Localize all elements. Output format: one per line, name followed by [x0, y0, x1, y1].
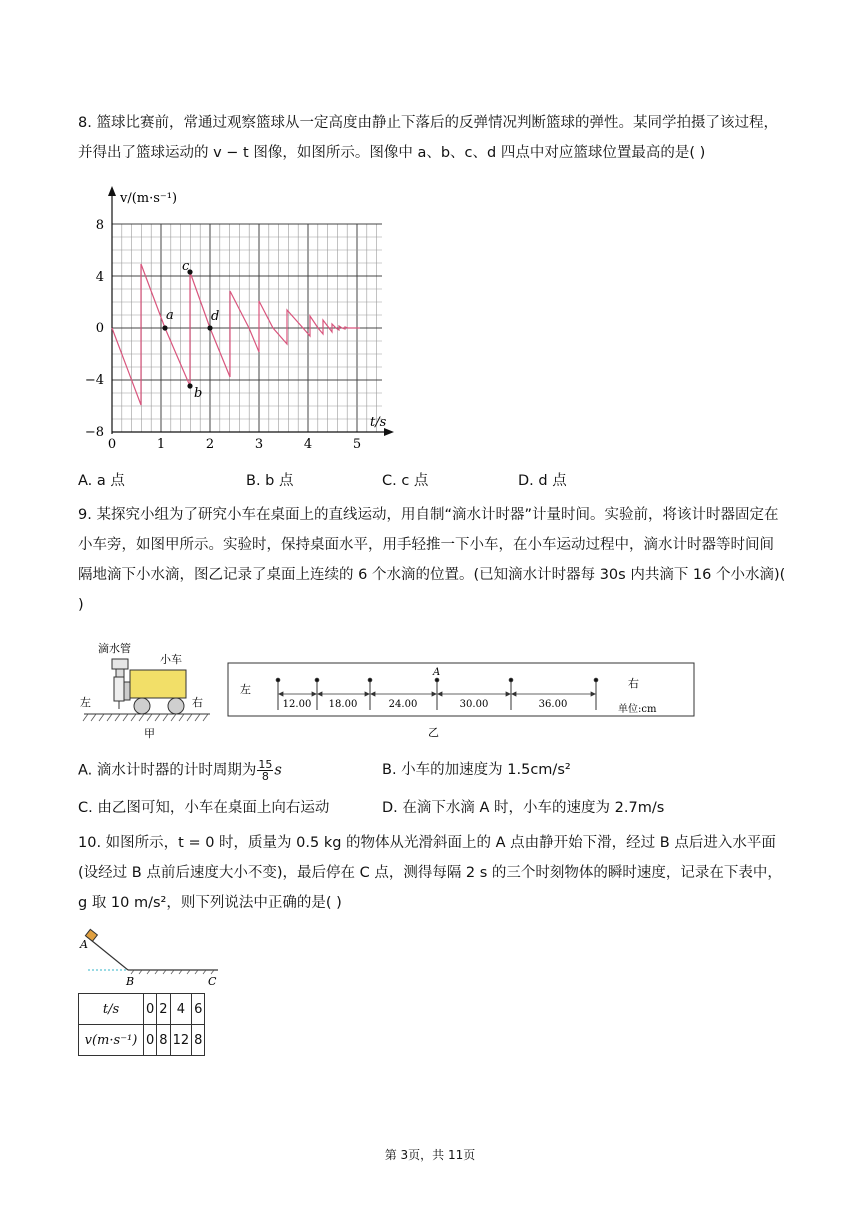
- q8-option-d[interactable]: D. d 点: [518, 473, 567, 489]
- cart-label: 小车: [160, 653, 182, 666]
- q9-stem: 9. 某探究小组为了研究小车在桌面上的直线运动，用自制“滴水计时器”计量时间。实验前，将该计时器固定在小车旁，如图甲所示。实验时，保持桌面水平，用手轻推一下小车，在小车运动过程中，滴水计时器等时间间隔地滴下小水滴，图乙记录了桌面上连续的 6 个水滴的位置。(已知滴水计时器每 30s 内共滴下 16 个小水滴)( ): [78, 507, 786, 613]
- cell-v-header: v(m·s⁻¹): [79, 1025, 144, 1056]
- label-C: C: [208, 975, 217, 988]
- ytick-0: 0: [95, 321, 104, 336]
- vt-xlabel: t/s: [370, 415, 387, 430]
- page-footer: 第 3页，共 11页: [384, 1148, 476, 1162]
- ytick-8: 8: [95, 218, 104, 233]
- table-cell: 0: [144, 994, 157, 1025]
- vt-curve: [112, 264, 360, 405]
- wheel-left: [134, 698, 150, 714]
- q9-option-a-unit: s: [274, 762, 282, 779]
- ytick-neg8: −8: [84, 425, 104, 440]
- xtick-1: 1: [156, 437, 166, 452]
- ytick-4: 4: [95, 270, 104, 285]
- label-d: d: [211, 309, 220, 324]
- yi-point-a-label: A: [433, 667, 441, 678]
- vt-ylabel: v/(m·s⁻¹): [120, 191, 178, 206]
- table-cell: 8: [157, 1025, 170, 1056]
- q10-stem: 10. 如图所示，t = 0 时，质量为 0.5 kg 的物体从光滑斜面上的 A 点由静开始下滑，经过 B 点后进入水平面(设经过 B 点前后速度大小不变)，最后停在 C 点，测得每隔 2 s 的三个时刻物体的瞬时速度，记录在下表中，g 取 10 m/s²，则下列说法中正确的是( ): [78, 835, 782, 911]
- yi-left: 左: [240, 683, 251, 696]
- dist-1: 12.00: [282, 699, 312, 710]
- q8-stem: 8. 篮球比赛前，常通过观察篮球从一定高度由静止下落后的反弹情况判断篮球的弹性。某同学拍摄了该过程，并得出了篮球运动的 v − t 图像，如图所示。图像中 a、b、c、d 四点中对应篮球位置最高的是( ): [78, 115, 778, 161]
- q9-option-a[interactable]: [78, 759, 282, 782]
- table-cell: 0: [144, 1025, 157, 1056]
- xtick-2: 2: [205, 437, 215, 452]
- table-cell: 2: [157, 994, 170, 1025]
- q9-option-b[interactable]: B. 小车的加速度为 1.5cm/s²: [382, 762, 571, 778]
- table-cell: 8: [192, 1025, 205, 1056]
- q9-option-a-text: A. 滴水计时器的计时周期为: [78, 762, 257, 779]
- q10-incline-figure: [78, 928, 228, 988]
- xtick-0: 0: [107, 437, 117, 452]
- q9-option-a-fraction: $\frac{15}{8}$: [258, 758, 273, 783]
- q8-option-b[interactable]: B. b 点: [246, 473, 294, 489]
- drip-pipe: [114, 677, 124, 701]
- jia-left: 左: [80, 696, 91, 709]
- pipe-label: 滴水管: [98, 642, 131, 655]
- xtick-5: 5: [352, 437, 362, 452]
- q9-option-d[interactable]: D. 在滴下水滴 A 时，小车的速度为 2.7m/s: [382, 800, 665, 816]
- q10-velocity-table: [78, 993, 205, 1056]
- jia-caption: 甲: [144, 727, 155, 740]
- wheel-right: [168, 698, 184, 714]
- label-c: c: [182, 259, 190, 274]
- ytick-neg4: −4: [84, 373, 104, 388]
- label-b: b: [194, 386, 203, 401]
- water-tank: [112, 659, 128, 669]
- table-cell: 4: [170, 994, 192, 1025]
- yi-unit: 单位:cm: [618, 704, 657, 715]
- point-b: [187, 383, 192, 388]
- xtick-3: 3: [254, 437, 264, 452]
- table-cell: 12: [170, 1025, 192, 1056]
- label-A: A: [80, 938, 88, 951]
- q9-option-c[interactable]: C. 由乙图可知，小车在桌面上向右运动: [78, 800, 330, 816]
- table-row: [79, 994, 205, 1025]
- dist-2: 18.00: [328, 699, 358, 710]
- point-a: [162, 325, 167, 330]
- yi-caption: 乙: [428, 726, 439, 739]
- dist-5: 36.00: [538, 699, 568, 710]
- q9-figure-jia: [78, 636, 218, 740]
- dist-3: 24.00: [388, 699, 418, 710]
- q8-option-a[interactable]: A. a 点: [78, 473, 125, 489]
- point-d: [207, 325, 212, 330]
- yi-right: 右: [628, 677, 639, 690]
- q8-vt-chart: [78, 186, 398, 456]
- table-row: [79, 1025, 205, 1056]
- jia-right: 右: [192, 696, 203, 709]
- q9-figure-yi: [226, 636, 698, 740]
- dist-4: 30.00: [459, 699, 489, 710]
- q8-option-c[interactable]: C. c 点: [382, 473, 429, 489]
- xtick-4: 4: [303, 437, 313, 452]
- cart-body: [130, 670, 186, 698]
- table-cell: 6: [192, 994, 205, 1025]
- label-a: a: [166, 308, 174, 323]
- cell-t-header: t/s: [79, 994, 144, 1025]
- label-B: B: [126, 975, 135, 988]
